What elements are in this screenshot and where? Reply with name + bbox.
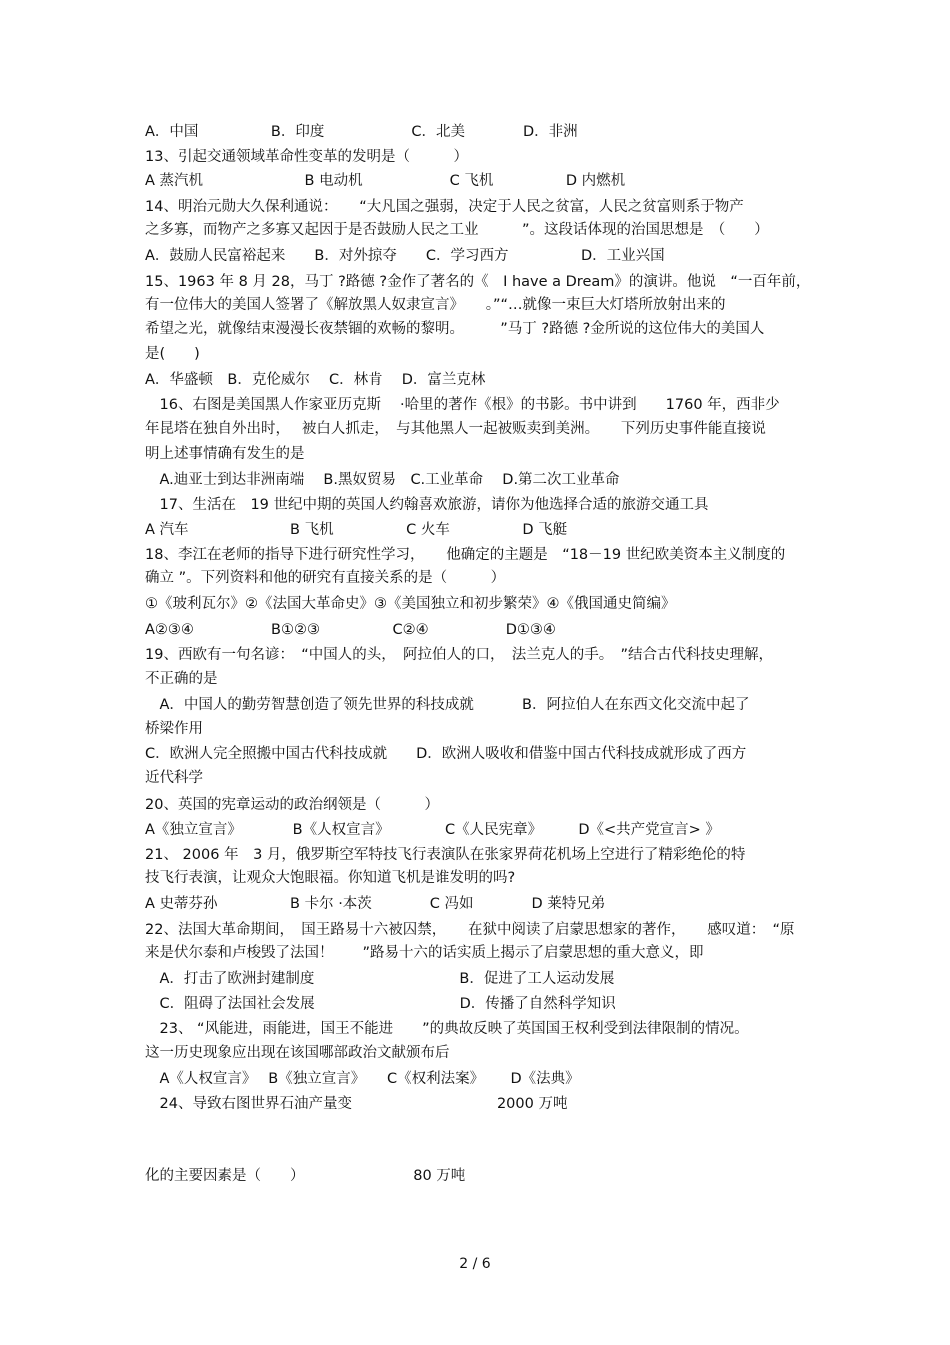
text-line: A②③④ B①②③ C②④ D①③④	[145, 622, 556, 638]
text-line: A《独立宣言》 B《人权宣言》 C《人民宪章》 D《<共产党宣言> 》	[145, 822, 720, 838]
text-line: ①《玻利瓦尔》②《法国大革命史》③《美国独立和初步繁荣》④《俄国通史简编》	[145, 596, 676, 612]
text-line: A 蒸汽机 B 电动机 C 飞机 D 内燃机	[145, 173, 626, 189]
text-line: 17、生活在 19 世纪中期的英国人约翰喜欢旅游，请你为他选择合适的旅游交通工具	[145, 497, 709, 513]
page-number: 2 / 6	[459, 1256, 491, 1272]
text-line: A 汽车 B 飞机 C 火车 D 飞艇	[145, 522, 568, 538]
text-line: 近代科学	[145, 770, 203, 786]
text-line: 24、导致右图世界石油产量变 2000 万吨	[145, 1096, 568, 1112]
text-line: 15、1963 年 8 月 28，马丁 ?路德 ?金作了著名的《 I have a Dream》的演讲。他说 “一百年前，	[145, 274, 811, 290]
text-line: A．中国 B．印度 C．北美 D．非洲	[145, 124, 578, 140]
text-line: C．欧洲人完全照搬中国古代科技成就 D．欧洲人吸收和借鉴中国古代科技成就形成了西方	[145, 746, 747, 762]
text-line: 16、右图是美国黑人作家亚历克斯 ·哈里的著作《根》的书影。书中讲到 1760 年，西非少	[145, 397, 780, 413]
text-line: 19、西欧有一句名谚： “中国人的头， 阿拉伯人的口， 法兰克人的手。 ”结合古代科技史理解，	[145, 647, 773, 663]
text-line: 年昆塔在独自外出时， 被白人抓走， 与其他黑人一起被贩卖到美洲。 下列历史事件能直接说	[145, 421, 766, 437]
text-line: A.迪亚士到达非洲南端 B.黑奴贸易 C.工业革命 D.第二次工业革命	[145, 472, 620, 488]
text-line: 来是伏尔泰和卢梭毁了法国！ ”路易十六的话实质上揭示了启蒙思想的重大意义，即	[145, 945, 704, 961]
text-line: A．打击了欧洲封建制度 B．促进了工人运动发展	[145, 971, 615, 987]
text-line: 之多寡，而物产之多寡又起因于是否鼓励人民之工业 ”。这段话体现的治国思想是 （ ）	[145, 222, 769, 238]
text-line: 确立 ”。下列资料和他的研究有直接关系的是（ ）	[145, 570, 506, 586]
text-line: 22、法国大革命期间， 国王路易十六被囚禁， 在狱中阅读了启蒙思想家的著作， 感叹道： “原	[145, 922, 795, 938]
text-line: A．中国人的勤劳智慧创造了领先世界的科技成就 B．阿拉伯人在东西文化交流中起了	[145, 697, 750, 713]
text-line: 技飞行表演，让观众大饱眼福。你知道飞机是谁发明的吗?	[145, 870, 516, 886]
text-line: 14、明治元勋大久保利通说： “大凡国之强弱，决定于人民之贫富，人民之贫富则系于物产	[145, 199, 744, 215]
text-line: A 史蒂芬孙 B 卡尔 ·本茨 C 冯如 D 莱特兄弟	[145, 896, 606, 912]
text-line: C．阻碍了法国社会发展 D．传播了自然科学知识	[145, 996, 616, 1012]
text-line: 18、李江在老师的指导下进行研究性学习， 他确定的主题是 “18－19 世纪欧美资本主义制度的	[145, 547, 786, 563]
text-line: A．华盛顿 B．克伦威尔 C．林肯 D．富兰克林	[145, 372, 486, 388]
text-line: A．鼓励人民富裕起来 B．对外掠夺 C．学习西方 D．工业兴国	[145, 248, 665, 264]
text-line: 13、引起交通领域革命性变革的发明是（ ）	[145, 149, 468, 165]
text-line: A《人权宣言》 B《独立宣言》 C《权利法案》 D《法典》	[145, 1071, 580, 1087]
text-line: 不正确的是	[145, 671, 218, 687]
text-line: 希望之光，就像结束漫漫长夜禁锢的欢畅的黎明。 ”马丁 ?路德 ?金所说的这位伟大的美国人	[145, 321, 765, 337]
text-line: 20、英国的宪章运动的政治纲领是（ ）	[145, 797, 439, 813]
text-line: 这一历史现象应出现在该国哪部政治文献颁布后	[145, 1045, 450, 1061]
text-line: 23、 “风能进，雨能进，国王不能进 ”的典故反映了英国国王权利受到法律限制的情况。	[145, 1021, 749, 1037]
text-line: 是( )	[145, 346, 200, 362]
text-line: 桥梁作用	[145, 721, 203, 737]
text-line: 化的主要因素是（ ） 80 万吨	[145, 1168, 466, 1184]
text-line: 明上述事情确有发生的是	[145, 446, 305, 462]
text-line: 有一位伟大的美国人签署了《解放黑人奴隶宣言》 。”“…就像一束巨大灯塔所放射出来的	[145, 297, 726, 313]
text-line: 21、 2006 年 3 月，俄罗斯空军特技飞行表演队在张家界荷花机场上空进行了精彩绝伦的特	[145, 847, 746, 863]
